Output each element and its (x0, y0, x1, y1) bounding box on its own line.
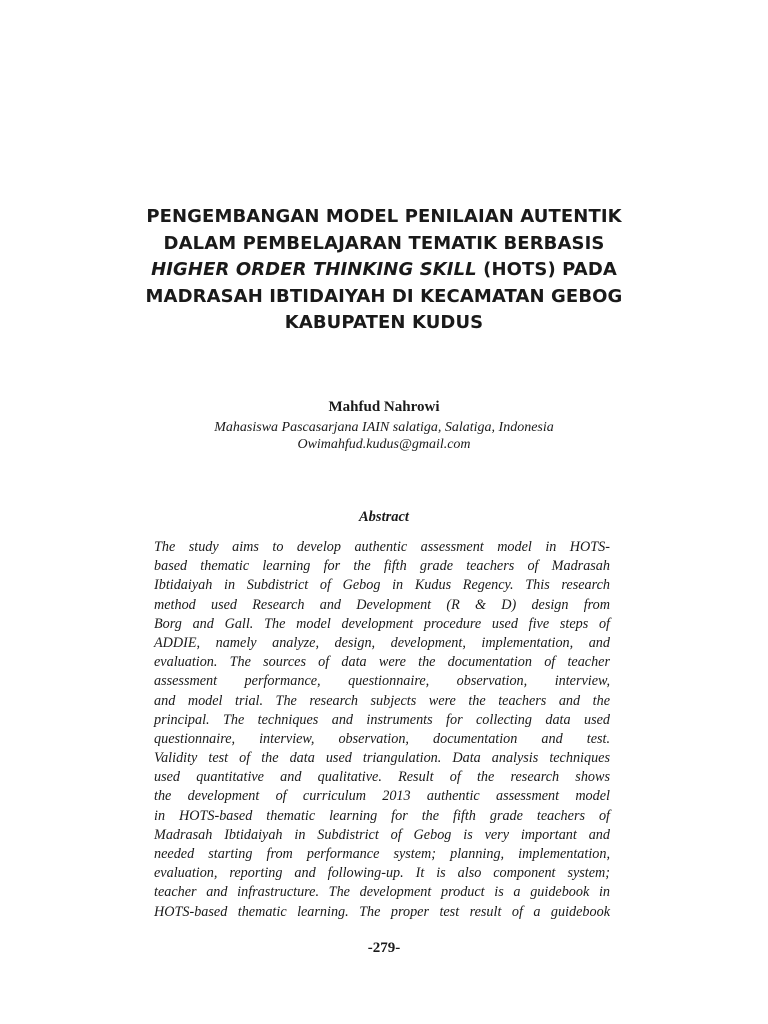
title-line: MADRASAH IBTIDAIYAH DI KECAMATAN GEBOG (145, 285, 623, 307)
abstract-line: used quantitative and qualitative. Result of the research shows (154, 769, 610, 786)
abstract-line: in HOTS-based thematic learning for the fifth grade teachers of (154, 807, 610, 824)
abstract-line: teacher and infrastructure. The development product is a guidebook in (154, 884, 610, 901)
title-line: DALAM PEMBELAJARAN TEMATIK BERBASIS (163, 232, 605, 254)
abstract-line: Borg and Gall. The model development procedure used five steps of (154, 615, 610, 632)
abstract-line: ADDIE, namely analyze, design, development, implementation, and (154, 634, 610, 651)
abstract-line: evaluation, reporting and following-up. It is also component system; (154, 865, 610, 882)
author-affiliation: Mahasiswa Pascasarjana IAIN salatiga, Salatiga, Indonesia (214, 420, 554, 435)
page-number: -279- (367, 940, 401, 956)
abstract-line: the development of curriculum 2013 authentic assessment model (154, 788, 610, 805)
abstract-heading: Abstract (359, 509, 409, 525)
abstract-body (154, 538, 610, 922)
author-name: Mahfud Nahrowi (328, 399, 440, 415)
abstract-line: questionnaire, interview, observation, documentation and test. (154, 730, 610, 747)
abstract-line: assessment performance, questionnaire, observation, interview, (154, 673, 610, 690)
title-line: PENGEMBANGAN MODEL PENILAIAN AUTENTIK (146, 206, 622, 227)
title-line-rest: (HOTS) PADA (476, 259, 617, 280)
abstract-line: Madrasah Ibtidaiyah in Subdistrict of Gebog is very important and (154, 826, 610, 843)
abstract-line: Validity test of the data used triangulation. Data analysis techniques (154, 750, 610, 767)
abstract-line: Ibtidaiyah in Subdistrict of Gebog in Kudus Regency. This research (154, 577, 610, 594)
abstract-line: principal. The techniques and instruments for collecting data used (154, 711, 610, 728)
abstract-line: and model trial. The research subjects were the teachers and the (154, 692, 610, 709)
abstract-line: The study aims to develop authentic assessment model in HOTS- (154, 539, 610, 555)
abstract-line: evaluation. The sources of data were the documentation of teacher (154, 654, 610, 671)
title-italic-phrase: HIGHER ORDER THINKING SKILL (151, 259, 477, 280)
abstract-line: method used Research and Development (R & D) design from (154, 596, 610, 613)
abstract-line: based thematic learning for the fifth grade teachers of Madrasah (154, 558, 610, 575)
abstract-line: HOTS-based thematic learning. The proper test result of a guidebook (154, 903, 610, 920)
author-email: Owimahfud.kudus@gmail.com (297, 437, 471, 452)
paper-title (110, 204, 658, 337)
title-line (110, 257, 658, 284)
abstract-line: needed starting from performance system; planning, implementation, (154, 846, 610, 862)
title-line: KABUPATEN KUDUS (284, 312, 484, 333)
